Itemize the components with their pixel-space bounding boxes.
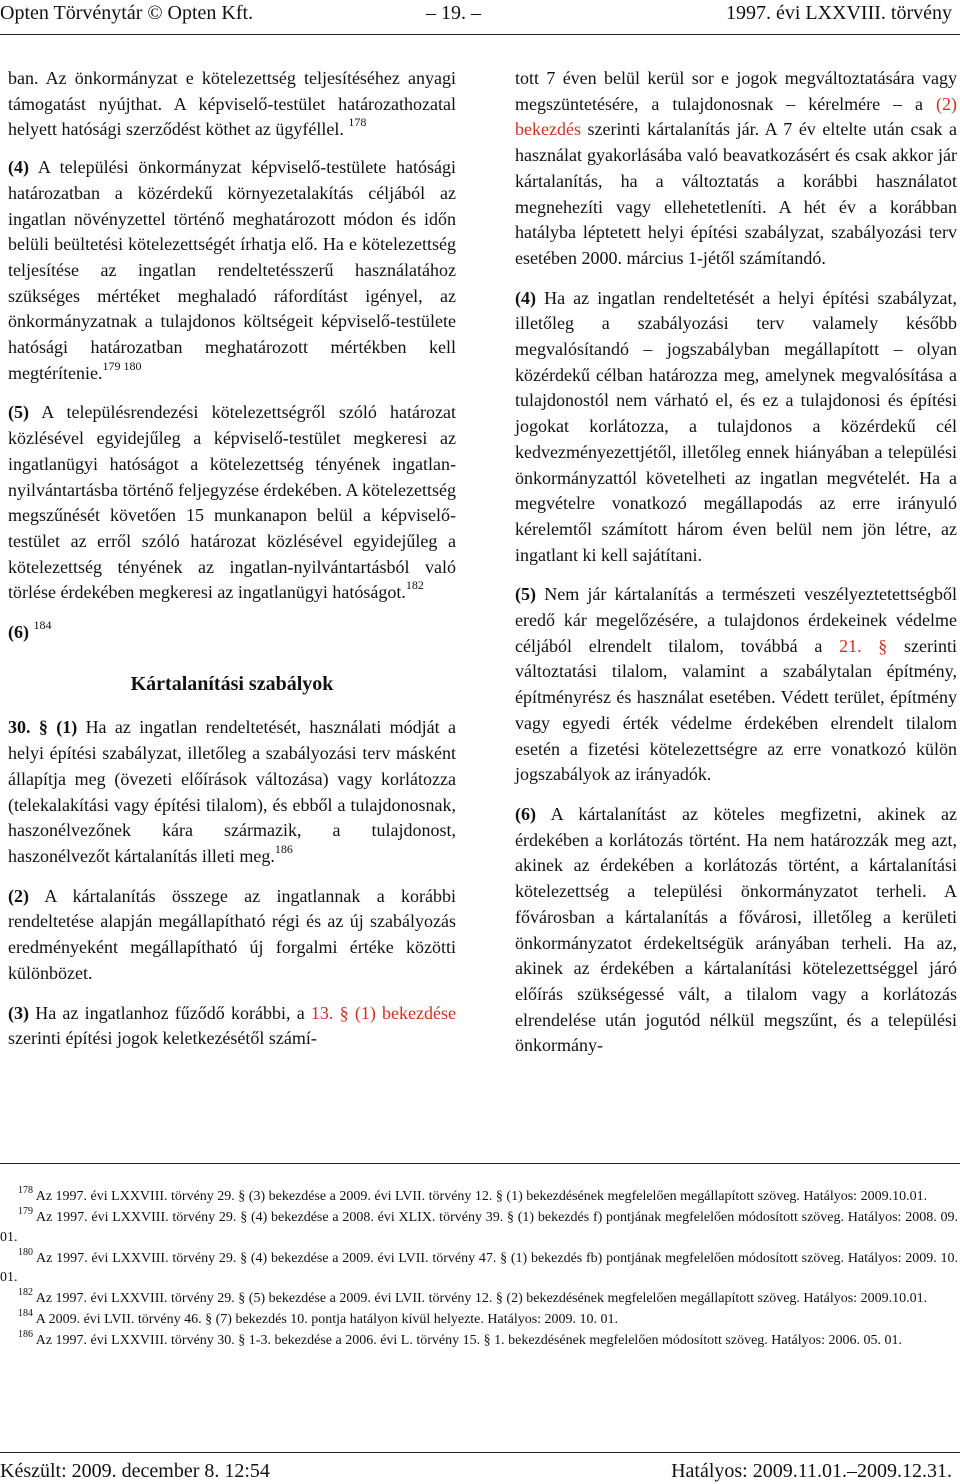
paragraph-4 <box>8 155 456 386</box>
section-30-paragraph-6 <box>515 802 957 1059</box>
cross-reference-link[interactable]: 21. § <box>839 635 888 656</box>
paragraph-number: (3) <box>8 1002 29 1023</box>
paragraph-text: A kártalanítást az köteles megfizetni, akinek az érdekében a korlátozás történt. Ha nem határozzák meg azt, akinek az érdekében a korlátozás történt, a kártalanítási kötelezettség a települési önkormányzatot terheli. A fővárosban a kártalanítás a fővárosi, illetőleg a kerületi önkormányzatot érdekeltségük arányában terheli. Ha az, akinek az érdekében a kártalanítási kötelezettséggel járó előírás szükségessé vált, a tilalom vagy a korlátozás elrendelése után jogutód nélkül megszűnt, és a települési önkormány- <box>515 803 957 1056</box>
footnote-179 <box>0 1208 958 1247</box>
header-publisher: Opten Törvénytár © Opten Kft. <box>0 2 254 24</box>
footnote-180 <box>0 1246 958 1288</box>
paragraph-text: szerinti változtatási tilalom, valamint a szabálytalan építmény, építményrész és használat esetében. Védett terület, építmény vagy egyedi érték védelme érdekében elrendelt tilalom esetén a fizetési kötelezettségre az erre vonatkozó külön jogszabályok az irányadók. <box>515 635 958 785</box>
footnote-ref-184[interactable]: 184 <box>33 618 52 633</box>
header-page-number: – 19. – <box>426 2 481 24</box>
left-column <box>8 66 456 1066</box>
footnote-divider <box>0 1163 960 1164</box>
footnote-number: 178 <box>18 1185 33 1197</box>
footnote-number: 186 <box>18 1329 33 1341</box>
paragraph-text: A települési önkormányzat képviselő-testülete hatósági határozatban a közérdekű környezetalakítás céljából az ingatlan növényzettel történő meghatározott módon és időn belüli beültetési kötelezettségét írhatja elő. Ha e kötelezettség teljesítése az ingatlan rendeltetésszerű használatához szükséges mértéket meghaladó ráfordítást igényel, az önkormányzatnak a tulajdonos költségeit képviselő-testülete hatósági határozatban meghatározott mértékben kell megtérítenie. <box>8 157 456 383</box>
paragraph-text: szerinti kártalanítás jár. A 7 év eltelte után csak a használat gyakorlásába való beavatkozásért és csak akkor jár kártalanítás, ha a változtatás a korábbi használatot megnehezíti vagy ellehetetleníti. A hét év a korábban hatályba léptetett helyi építési szabályzat, szabályozási terv esetében 2000. március 1-jétől számítandó. <box>515 119 958 268</box>
section-heading: Kártalanítási szabályok <box>130 672 334 695</box>
cross-reference-link[interactable]: 13. § (1) bekezdése <box>310 1002 456 1023</box>
paragraph-number: (4) <box>515 287 536 308</box>
footnote-text: A 2009. évi LVII. törvény 46. § (7) bekezdés 10. pontja hatályon kívül helyezte. Hatályos: 2009. 10. 01. <box>35 1312 619 1327</box>
paragraph-text: ban. Az önkormányzat e kötelezettség teljesítéséhez anyagi támogatást nyújthat. A képviselő-testület határozathozatal helyett hatósági szerződést köthet az ügyféllel. <box>8 68 456 140</box>
section-label: 30. § (1) <box>8 717 78 738</box>
footnote-186 <box>0 1331 958 1351</box>
footnote-184 <box>0 1310 958 1330</box>
footnote-number: 180 <box>18 1246 33 1258</box>
paragraph-5 <box>8 400 456 606</box>
footnote-number: 184 <box>18 1308 33 1320</box>
footnote-text: Az 1997. évi LXXVIII. törvény 29. § (4) bekezdése a 2008. évi XLIX. törvény 39. § (1) bekezdés f) pontjának megfelelően módosított szöveg. Hatályos: 2008. 09. 01. <box>0 1210 958 1245</box>
footnotes <box>0 1187 958 1352</box>
paragraph-text: A településrendezési kötelezettségről szóló határozat közlésével egyidejűleg a képviselő-testület megkeresi az ingatlanügyi hatóságot a kötelezettség tényének ingatlan-nyilvántartásba történő feljegyzése érdekében. A kötelezettség megszűnését követően 15 munkanapon belül a képviselő-testület az erről szóló határozat közlésével egyidejűleg a kötelezettség tényének az ingatlan-nyilvántartásból való törlése érdekében megkeresi az ingatlanügyi hatóságot. <box>8 402 456 603</box>
footnote-ref-178[interactable]: 178 <box>348 115 367 130</box>
footnote-178 <box>0 1187 958 1207</box>
paragraph-text: A kártalanítás összege az ingatlannak a korábbi rendeltetése alapján megállapítható régi és az új szabályozás eredményeként megállapítható új forgalmi értéke közötti különbözet. <box>8 885 456 983</box>
section-30-paragraph-3 <box>8 1001 456 1052</box>
right-column <box>515 66 957 1073</box>
footnote-text: Az 1997. évi LXXVIII. törvény 29. § (3) bekezdése a 2009. évi LVII. törvény 12. § (1) bekezdésének megfelelően megállapított szöveg. Hatályos: 2009.10.01. <box>35 1189 928 1204</box>
footer-divider <box>0 1452 960 1453</box>
footer-validity-period: Hatályos: 2009.11.01.–2009.12.31. <box>671 1460 952 1482</box>
page-footer <box>0 1458 960 1484</box>
page-header <box>0 0 960 34</box>
paragraph-text: tott 7 éven belül kerül sor e jogok megváltoztatására vagy megszüntetésére, a tulajdonosnak – kérelmére – a <box>515 68 957 114</box>
footnote-text: Az 1997. évi LXXVIII. törvény 29. § (4) bekezdése a 2009. évi LVII. törvény 47. § (1) bekezdés fb) pontjának megfelelően módosított szöveg. Hatályos: 2009. 10. 01. <box>0 1250 958 1285</box>
footnote-182 <box>0 1289 958 1309</box>
paragraph-number: (6) <box>515 803 536 824</box>
paragraph-number: (6) <box>8 622 29 643</box>
paragraph-number: (5) <box>515 584 536 605</box>
footnote-ref-186[interactable]: 186 <box>274 841 293 856</box>
paragraph-text: Ha az ingatlan rendeltetését a helyi építési szabályzat, illetőleg a szabályozási terv valamely később megvalósítandó – jogszabályban megállapított – olyan közérdekű célban határozza meg, amelynek megvalósítása a tulajdonostól nem várható el, és ez a tulajdonosi és építési jogokat korlátozza, a tulajdonos a közérdekű cél kedvezményezettjétől, illetőleg ennek hiányában a települési önkormányzattól követelheti az ingatlan megvételét. Ha a megvételre vonatkozó megállapodás az erre irányuló kérelemtől számított három éven belül nem jön létre, az ingatlant ki kell sajátítani. <box>515 287 957 565</box>
footnote-text: Az 1997. évi LXXVIII. törvény 30. § 1-3. bekezdése a 2006. évi L. törvény 15. § 1. bekezdésének megfelelően módosított szöveg. Hatályos: 2006. 05. 01. <box>35 1333 902 1348</box>
footnote-number: 179 <box>18 1206 33 1218</box>
section-30-paragraph-5 <box>515 582 957 788</box>
section-30-paragraph-1 <box>8 715 456 869</box>
paragraph-number: (5) <box>8 402 29 423</box>
section-30-paragraph-4 <box>515 286 957 569</box>
header-divider <box>0 34 960 35</box>
footnote-number: 182 <box>18 1287 33 1299</box>
paragraph-6 <box>8 620 456 646</box>
paragraph-text: Ha az ingatlan rendeltetését, használati módját a helyi építési szabályzat, illetőleg a szabályozási terv másként állapítja meg (övezeti előírások változása) vagy korlátozza (telekalakítási vagy építési tilalom), és ebből a tulajdonosnak, haszonélvezőnek kára származik, a tulajdonost, haszonélvezőt kártalanítás illeti meg. <box>8 717 457 866</box>
footnote-text: Az 1997. évi LXXVIII. törvény 29. § (5) bekezdése a 2009. évi LVII. törvény 12. § (2) bekezdésének megfelelően megállapított szöveg. Hatályos: 2009.10.01. <box>35 1291 928 1306</box>
footnote-ref-182[interactable]: 182 <box>405 578 424 593</box>
paragraph-number: (2) <box>8 885 29 906</box>
cross-reference-link[interactable]: (2) bekezdés <box>515 93 957 140</box>
footer-generated-date: Készült: 2009. december 8. 12:54 <box>0 1460 270 1482</box>
paragraph-continuation <box>8 66 456 143</box>
paragraph-3-continuation <box>515 66 957 272</box>
paragraph-number: (4) <box>8 157 29 178</box>
paragraph-text: Ha az ingatlanhoz fűződő korábbi, a <box>35 1002 305 1023</box>
footnote-ref-179-180[interactable]: 179 180 <box>102 358 142 373</box>
paragraph-text: szerinti építési jogok keletkezésétől számí- <box>8 1028 317 1049</box>
section-30-paragraph-2 <box>8 884 456 987</box>
paragraph-text: Nem jár kártalanítás a természeti veszélyeztetettségből eredő kár megelőzésére, a tulajdonos érdekeinek védelme céljából elrendelt tilalom, továbbá a <box>515 584 958 656</box>
header-law-title: 1997. évi LXXVIII. törvény <box>725 2 952 24</box>
